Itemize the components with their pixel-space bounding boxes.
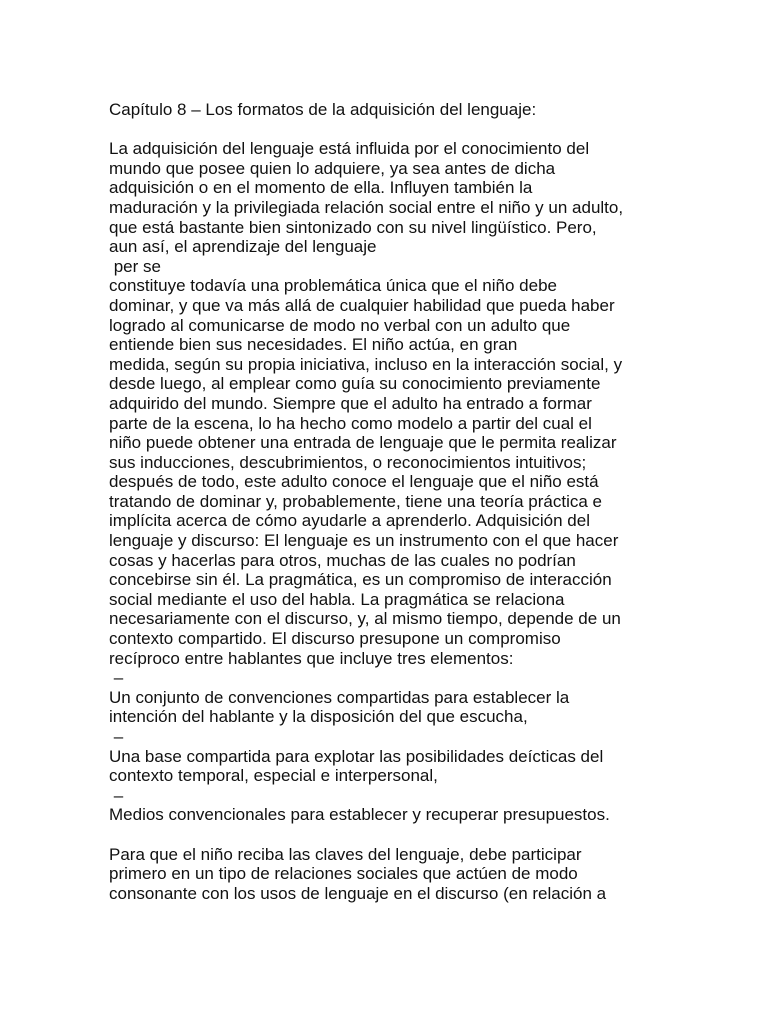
text-line: desde luego, al emplear como guía su conocimiento previamente — [109, 374, 601, 394]
document-page — [109, 100, 669, 903]
text-line: Para que el niño reciba las claves del lenguaje, debe participar — [109, 844, 582, 864]
text-line: adquisición o en el momento de ella. Influyen también la — [109, 178, 533, 198]
list-item-text: contexto temporal, especial e interpersonal, — [109, 766, 438, 786]
text-line: entiende bien sus necesidades. El niño actúa, en gran — [109, 335, 518, 355]
text-line: tratando de dominar y, probablemente, tiene una teoría práctica e — [109, 491, 602, 511]
text-line: per se — [109, 256, 161, 276]
text-line: La adquisición del lenguaje está influida por el conocimiento del — [109, 139, 590, 159]
text-line: niño puede obtener una entrada de lenguaje que le permita realizar — [109, 433, 617, 453]
text-line: adquirido del mundo. Siempre que el adulto ha entrado a formar — [109, 393, 592, 413]
text-line: social mediante el uso del habla. La pragmática se relaciona — [109, 589, 565, 609]
text-line: medida, según su propia iniciativa, incluso en la interacción social, y — [109, 354, 623, 374]
text-line: sus inducciones, descubrimientos, o reconocimientos intuitivos; — [109, 452, 587, 472]
text-line: logrado al comunicarse de modo no verbal con un adulto que — [109, 315, 571, 335]
text-line: lenguaje y discurso: El lenguaje es un instrumento con el que hacer — [109, 531, 619, 551]
text-line: implícita acerca de cómo ayudarle a aprenderlo. Adquisición del — [109, 511, 590, 531]
paragraph-2 — [109, 845, 669, 904]
text-line: primero en un tipo de relaciones sociales que actúen de modo — [109, 864, 578, 884]
text-line: concebirse sin él. La pragmática, es un compromiso de interacción — [109, 570, 612, 590]
blank-line — [109, 120, 669, 140]
list-item-text: Una base compartida para explotar las posibilidades deícticas del — [109, 746, 604, 766]
text-line: necesariamente con el discurso, y, al mismo tiempo, depende de un — [109, 609, 621, 629]
list-dash: – — [109, 727, 124, 746]
chapter-title: Capítulo 8 – Los formatos de la adquisición del lenguaje: — [109, 100, 537, 119]
text-line: consonante con los usos de lenguaje en el discurso (en relación a — [109, 883, 607, 903]
paragraph-1 — [109, 139, 669, 825]
text-line: dominar, y que va más allá de cualquier habilidad que pueda haber — [109, 295, 615, 315]
text-line: cosas y hacerlas para otros, muchas de las cuales no podrían — [109, 550, 576, 570]
blank-line — [109, 825, 669, 845]
text-line: mundo que posee quien lo adquiere, ya sea antes de dicha — [109, 158, 556, 178]
list-item-text: Medios convencionales para establecer y recuperar presupuestos. — [109, 805, 610, 825]
text-line: maduración y la privilegiada relación social entre el niño y un adulto, — [109, 197, 624, 217]
text-line: contexto compartido. El discurso presupone un compromiso — [109, 629, 561, 649]
text-line: constituye todavía una problemática única que el niño debe — [109, 276, 557, 296]
text-line: recíproco entre hablantes que incluye tres elementos: — [109, 648, 514, 668]
text-line: después de todo, este adulto conoce el lenguaje que el niño está — [109, 472, 599, 492]
list-dash: – — [109, 668, 124, 688]
list-dash: – — [109, 785, 124, 805]
text-line: parte de la escena, lo ha hecho como modelo a partir del cual el — [109, 413, 592, 433]
list-item-text: intención del hablante y la disposición del que escucha, — [109, 707, 528, 727]
list-item-text: Un conjunto de convenciones compartidas para establecer la — [109, 687, 570, 707]
text-line: aun así, el aprendizaje del lenguaje — [109, 237, 377, 257]
text-line: que está bastante bien sintonizado con su nivel lingüístico. Pero, — [109, 217, 597, 237]
